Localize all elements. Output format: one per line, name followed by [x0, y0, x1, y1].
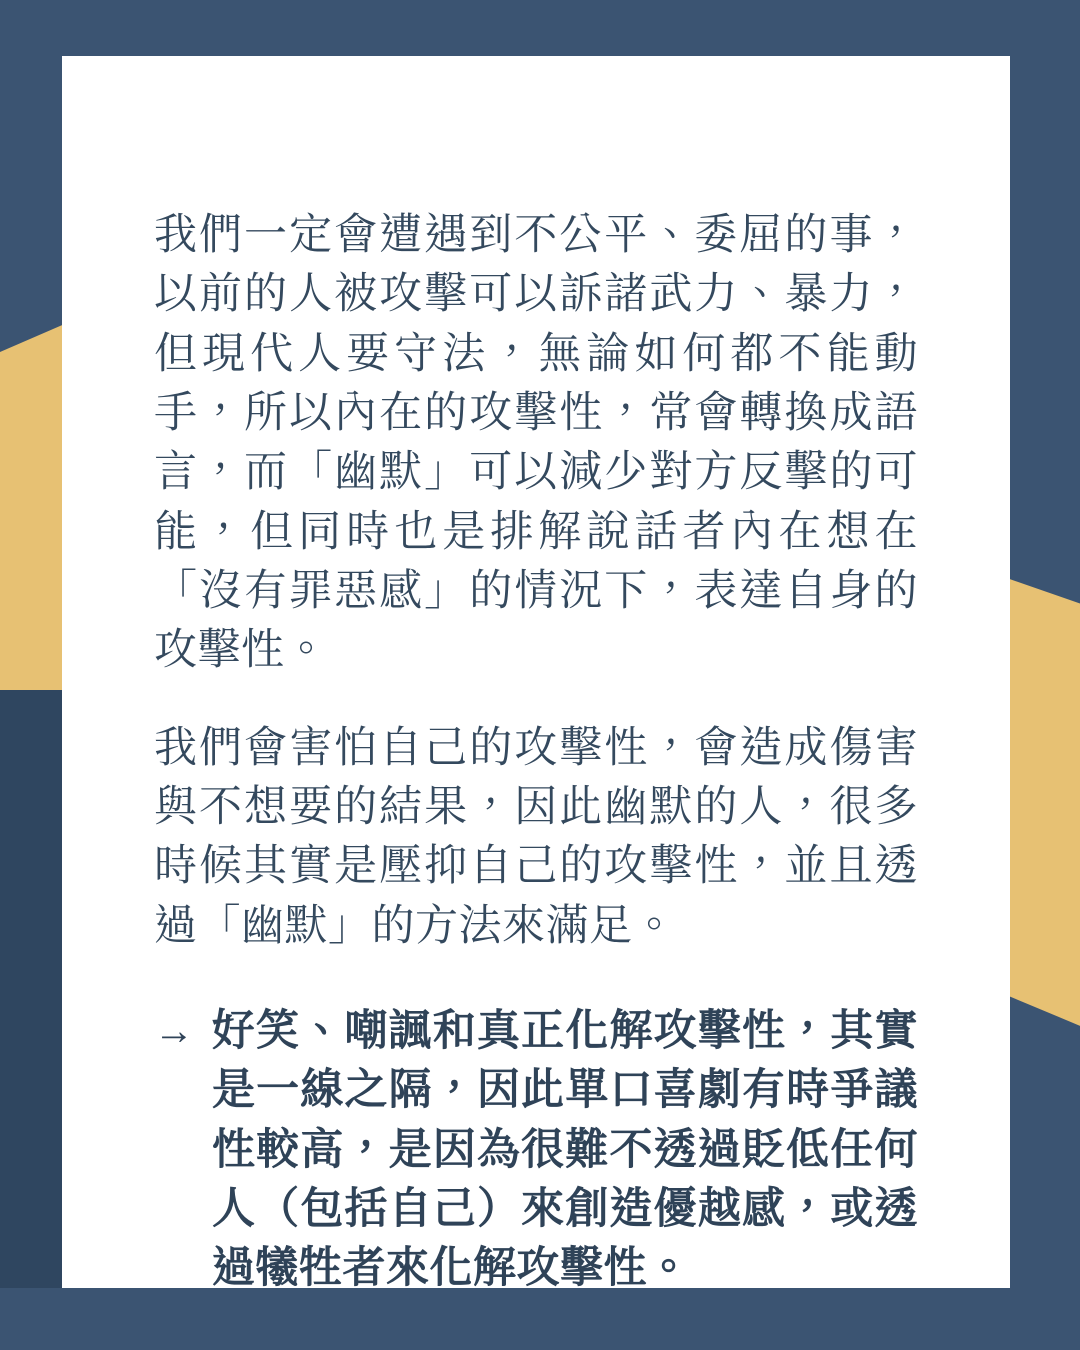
navy-accent-band-left: [0, 690, 70, 1350]
highlight-callout: [154, 1002, 918, 1299]
paragraph-1: 我們一定會遭遇到不公平、委屈的事，以前的人被攻擊可以訴諸武力、暴力，但現代人要守法，無論如何都不能動手，所以內在的攻擊性，常會轉換成語言，而「幽默」可以減少對方反擊的可能，但同時也是排解說話者內在想在「沒有罪惡感」的情況下，表達自身的攻擊性。: [154, 211, 918, 675]
paragraph-2: 我們會害怕自己的攻擊性，會造成傷害與不想要的結果，因此幽默的人，很多時候其實是壓抑自己的攻擊性，並且透過「幽默」的方法來滿足。: [154, 723, 918, 950]
content-card: [62, 56, 1010, 1293]
highlight-text: 好笑、嘲諷和真正化解攻擊性，其實是一線之隔，因此單口喜劇有時爭議性較高，是因為很難不透過貶低任何人（包括自己）來創造優越感，或透過犧牲者來化解攻擊性。: [212, 1006, 918, 1293]
arrow-right-icon: →: [154, 1008, 194, 1053]
